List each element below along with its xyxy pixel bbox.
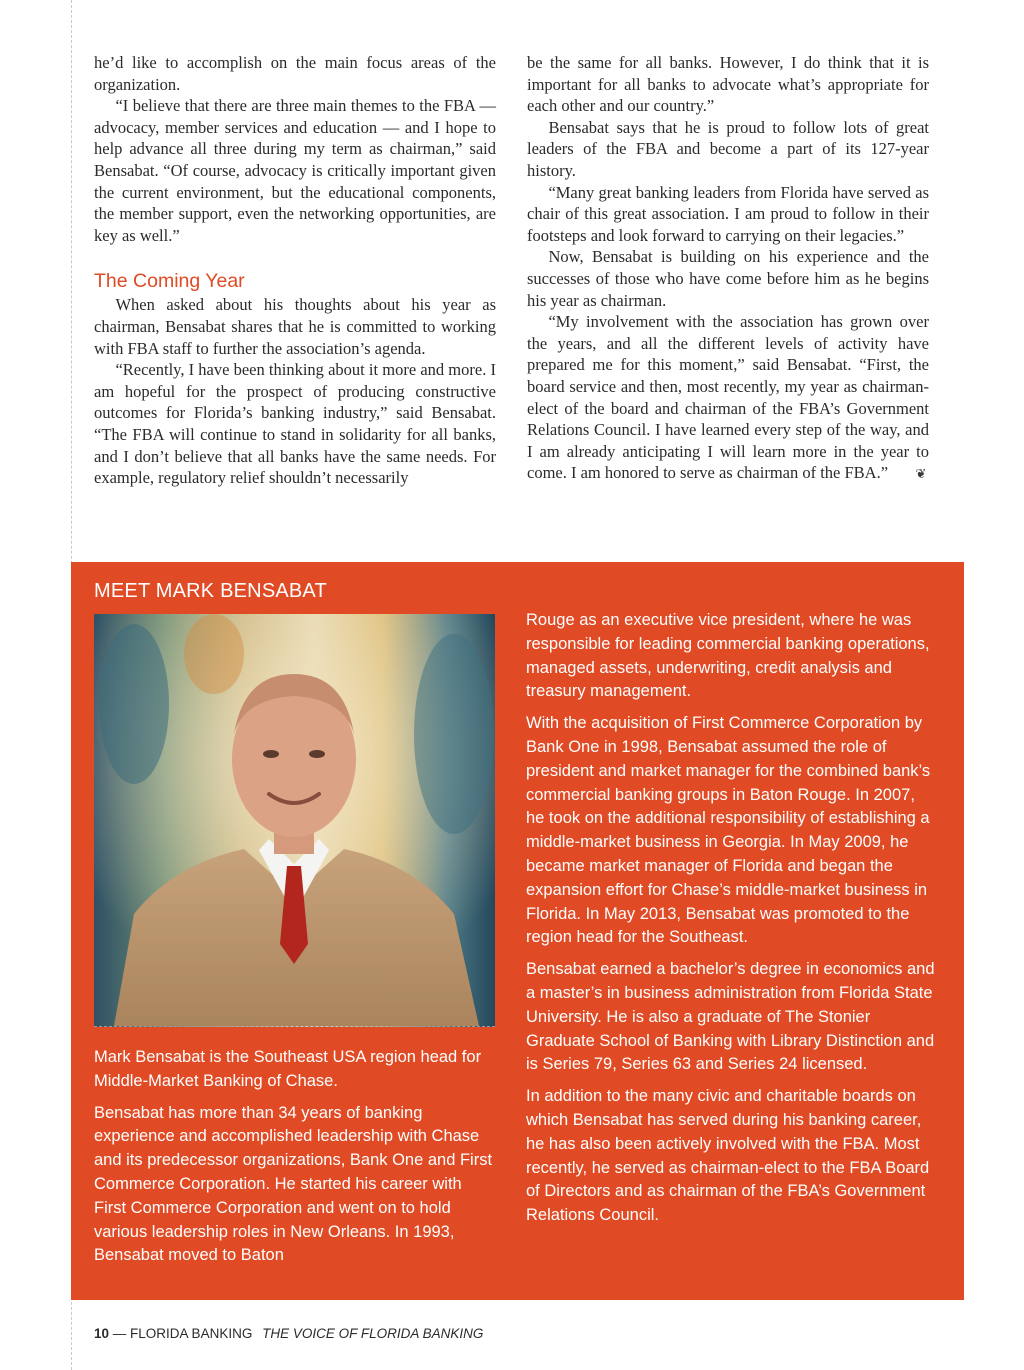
article-closing-text: “My involvement with the association has grown over the years, and all the different levels of activity have prepared me for this moment,” said Bensabat. “First, the board service and then, most recently, my year as chairman-elect of the board and chairman of the FBA’s Government Relations Council. I have learned every step of the way, and I am already anticipating I will learn more in the year to come. I am honored to serve as chairman of the FBA.” [527,312,929,483]
article-paragraph: Now, Bensabat is building on his experience and the successes of those who have come before him as he begins his year as chairman. [527,247,929,310]
article-paragraph: be the same for all banks. However, I do think that it is important for all banks to advocate what’s appropriate for each other and our country.” [527,53,929,116]
bio-sidebar-panel [71,562,964,1300]
bio-paragraph: With the acquisition of First Commerce Corporation by Bank One in 1998, Bensabat assumed the role of president and market manager for the combined bank’s commercial banking groups in Baton Rouge. In 2007, he took on the additional responsibility of establishing a middle-market business in Georgia. In May 2009, he became market manager of Florida and began the expansion effort for Chase’s middle-market business in Florida. In May 2013, Bensabat was promoted to the region head for the Southeast. [526,714,931,947]
article-paragraph: “Recently, I have been thinking about it more and more. I am hopeful for the prospect of producing constructive outcomes for Florida’s banking industry,” said Bensabat. “The FBA will continue to stand in solidarity for all banks, and I don’t believe that all banks have the same needs. For example, regulatory relief shouldn’t necessarily [94,360,496,488]
article-paragraph: he’d like to accomplish on the main focus areas of the organization. [94,53,496,94]
page-footer [94,1326,483,1341]
article-paragraph: “I believe that there are three main themes to the FBA — advocacy, member services and education — and I hope to help advance all three during my term as chairman,” said Bensabat. “Of course, advocacy is critically important given the current environment, but the educational components, the member support, even the networking opportunities, are key as well.” [94,96,496,245]
bio-paragraph: Bensabat has more than 34 years of banking experience and accomplished leadership with Chase and its predecessor organizations, Bank One and First Commerce Corporation. He started his career with First Commerce Corporation and went on to hold various leadership roles in New Orleans. In 1993, Bensabat moved to Baton [94,1103,493,1265]
sidebar-column-left [94,1046,495,1276]
article-paragraph: “Many great banking leaders from Florida have served as chair of this great association. I am proud to follow in their footsteps and look forward to carrying on their legacies.” [527,182,929,245]
sidebar-column-right [526,609,936,1236]
sidebar-title: MEET MARK BENSABAT [94,580,327,602]
end-of-article-icon: ❦ [915,466,927,482]
publication-name: — FLORIDA BANKING [112,1326,253,1341]
publication-tagline: THE VOICE OF FLORIDA BANKING [262,1326,484,1341]
bio-paragraph: Bensabat earned a bachelor’s degree in economics and a master’s in business administration from Florida State University. He is also a graduate of The Stonier Graduate School of Banking with Library Distinction and is Series 79, Series 63 and Series 24 licensed. [526,960,935,1074]
article-paragraph: When asked about his thoughts about his year as chairman, Bensabat shares that he is committed to working with FBA staff to further the association’s agenda. [94,295,496,358]
article-column-right [527,52,929,485]
article-paragraph: Bensabat says that he is proud to follow lots of great leaders of the FBA and become a part of its 127-year history. [527,117,929,180]
section-subhead: The Coming Year [94,270,245,293]
article-column-left [94,52,496,489]
article-paragraph [527,311,929,485]
bio-paragraph: Rouge as an executive vice president, where he was responsible for leading commercial banking operations, managed assets, underwriting, credit analysis and treasury management. [526,611,930,701]
bio-paragraph: Mark Bensabat is the Southeast USA region head for Middle-Market Banking of Chase. [94,1048,482,1090]
portrait-photo [94,614,495,1027]
page-number: 10 [94,1326,110,1341]
portrait-illustration [94,614,495,1026]
bio-paragraph: In addition to the many civic and charitable boards on which Bensabat has served during his banking career, he has also been actively involved with the FBA. Most recently, he served as chairman-elect to the FBA Board of Directors and as chairman of the FBA’s Government Relations Council. [526,1087,930,1225]
